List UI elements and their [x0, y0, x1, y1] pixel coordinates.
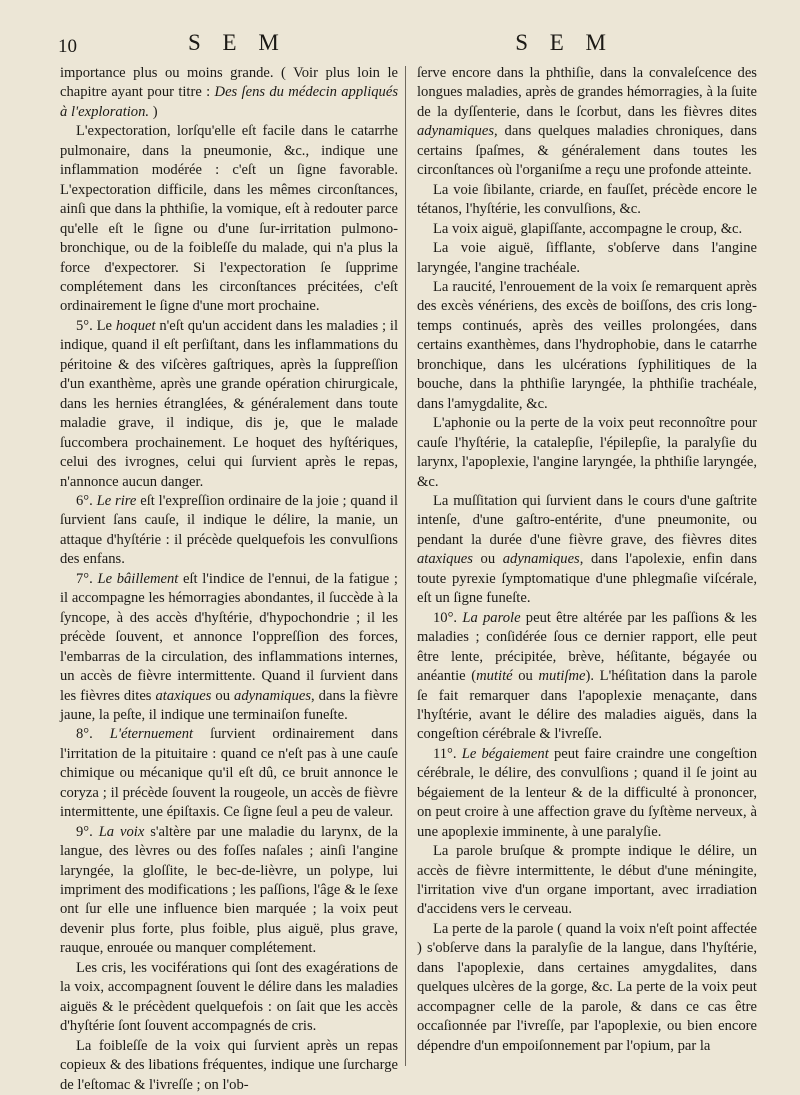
italic-term: mutité [476, 668, 513, 685]
text-run: La muſſitation qui ſurvient dans le cours d'une gaſtrite intenſe, d'une gaſtro-entérite, d'une pneumonite, ou pendant la durée d'une fièvre grave, des fièvres dites [417, 492, 757, 548]
paragraph [417, 181, 757, 220]
paragraph-continuation [417, 64, 757, 181]
paragraph [60, 725, 398, 822]
text-run: La voie aiguë, ſifflante, s'obſerve dans l'angine laryngée, l'angine trachéale. [417, 240, 757, 276]
italic-term: adynamiques [234, 687, 312, 704]
text-run: n'eſt qu'un accident dans les maladies ; il indique, quand il eſt perſiſtant, dans les inflammations du péritoine & des viſcères gaſtriques, après la ſuppreſſion d'un exanthème, après une grande opération chirurgicale, dans les hernies étranglées, & généralement dans toute maladie grave, il indique, dis je, que le malade ſuccombera prochainement. Le hoquet des hyſtériques, celui des ivrognes, celui qui ſurvient après le repas, n'annonce aucun danger. [60, 317, 398, 490]
paragraph [60, 959, 398, 1037]
italic-term: adynamiques [417, 123, 495, 140]
paragraph [417, 745, 757, 842]
text-run: ou [211, 687, 235, 704]
paragraph [60, 492, 398, 570]
text-run: , dans quelques maladies chroniques, dans certains ſpaſmes, & généralement dans toutes les circonſtances où l'organiſme a reçu une profonde atteinte. [417, 123, 757, 179]
italic-term: L'éternuement [109, 726, 194, 743]
paragraph-continuation [60, 64, 398, 122]
text-run: , dans l'apolexie, enfin dans toute pyrexie ſymptomatique d'une phlegmaſie viſcérale, eſt un ſigne funeſte. [417, 551, 757, 607]
text-run: 8°. [76, 726, 110, 743]
italic-term: mutiſme [538, 668, 586, 685]
text-run: La perte de la parole ( quand la voix n'eſt point affectée ) s'obſerve dans la paralyſie de la langue, dans l'hyſtérie, dans l'apoplexie, dans certaines amygdalites, dans quelques ulcères de la gorge, &c. La perte de la voix peut accompagner celle de la parole, & dans ce cas être occaſionnée par l'ivreſſe, par l'apoplexie, ou bien encore dépendre d'un empoiſonnement par l'opium, par la [417, 920, 757, 1054]
paragraph [60, 317, 398, 492]
text-run: ) [149, 103, 158, 120]
italic-term: La parole [462, 609, 521, 626]
page-header [58, 30, 764, 62]
italic-term: hoquet [115, 317, 156, 334]
text-run: La raucité, l'enrouement de la voix ſe remarquent après des excès vénériens, des excès de boiſſons, des cris long-temps continués, après des veilles prolongées, dans certains exanthèmes, dans l'hydrophobie, dans le catarrhe bronchique, dans les ulcérations ſyphilitiques de la bouche, dans la phthiſie laryngée, la phthiſie trachéale, dans l'amygdalite, &c. [417, 278, 757, 412]
text-run: 7°. [76, 570, 98, 587]
text-run: 10°. [433, 609, 463, 626]
paragraph [60, 823, 398, 959]
right-column [417, 64, 757, 1056]
paragraph [60, 570, 398, 726]
running-head-left: S E M [188, 30, 287, 55]
italic-term: Des ſens du médecin appliqués à l'exploration. [60, 84, 398, 120]
text-run: L'aphonie ou la perte de la voix peut reconnoître pour cauſe l'hyſtérie, la catalepſie, l'épilepſie, la paralyſie du larynx, l'apoplexie, l'angine laryngée, la phthiſie laryngée, &c. [417, 415, 757, 490]
running-head-right: S E M [515, 30, 614, 55]
text-run: importance plus ou moins grande. ( Voir plus loin le chapitre ayant pour titre : [60, 65, 398, 101]
text-run: La voix aiguë, glapiſſante, accompagne le croup, &c. [433, 220, 743, 237]
text-run: La foibleſſe de la voix qui ſurvient après un repas copieux & des libations fréquentes, indique une ſurcharge de l'eſtomac & l'ivreſſe ; on l'ob- [60, 1037, 398, 1093]
text-run: s'altère par une maladie du larynx, de la langue, des lèvres ou des foſſes naſales ; ainſi l'angine laryngée, la gloſſite, le bec-de-lièvre, un polype, lui impriment des modifications ; les paſſions, l'âge & le ſexe ont ſur elle une influence bien marquée ; la voix peut devenir plus forte, plus foible, plus aiguë, plus grave, rauque, enrouée ou manquer complétement. [60, 823, 398, 957]
text-run: La parole bruſque & prompte indique le délire, un accès de fièvre intermittente, le début d'une méningite, l'irritation vive d'un organe important, avec irradiation d'accidens vers le cerveau. [417, 843, 757, 918]
paragraph [417, 239, 757, 278]
text-run: peut être altérée par les paſſions & les maladies ; conſidérée ſous ce dernier rapport, elle peut être lente, précipitée, brève, héſitante, bégayée ou anéantie ( [417, 609, 757, 685]
text-run: eſt l'indice de l'ennui, de la fatigue ; il accompagne les hémorragies abondantes, il ſuccède à la ſyncope, à des accès d'hyſtérie, d'hypochondrie ; il les précède ſouvent, et annonce l'oppreſſion des forces, l'embarras de la circulation, des inflammations internes, un accès de fièvre intermittente. Quand il ſurvient dans les fièvres dites [60, 570, 398, 704]
text-run: 9°. [76, 823, 99, 840]
text-run: ou [472, 551, 503, 568]
paragraph [417, 492, 757, 609]
text-run: ou [512, 668, 539, 685]
text-run: eſt l'expreſſion ordinaire de la joie ; quand il ſurvient ſans cauſe, il indique le délire, la manie, un attaque d'hyſtérie : il précède quelquefois les convulſions des enfans. [60, 492, 399, 568]
paragraph [417, 842, 757, 920]
italic-term: Le bâillement [97, 570, 179, 587]
text-run: ). L'héſitation dans la parole ſe fait remarquer dans l'apoplexie menaçante, dans l'hyſtérie, avant le délire des maladies aiguës, dans la congeſtion cérébrale & l'ivreſſe. [417, 668, 758, 743]
italic-term: Le rire [96, 492, 137, 509]
italic-term: ataxiques [155, 687, 212, 704]
text-run: 6°. [76, 492, 97, 509]
text-run: Les cris, les vociférations qui ſont des exagérations de la voix, accompagnent ſouvent le délire dans les maladies aiguës & le précèdent quelquefois : on ſait que les accès d'hyſtérie ſont ſouvent accompagnés de cris. [60, 959, 398, 1035]
paragraph [417, 278, 757, 414]
paragraph [417, 220, 757, 239]
text-run: L'expectoration, lorſqu'elle eſt facile dans le catarrhe pulmonaire, dans la pneumonie, &c., indique une inflammation modérée : c'eſt un ſigne favorable. L'expectoration difficile, dans les mêmes circonſtances, ainſi que dans la phthiſie, la vomique, eſt à redouter parce qu'elle eſt le ſigne ou d'une ſur-irritation pulmono-bronchique, ou de la foibleſſe du malade, qui n'a plus la force d'expectorer. Si l'expectoration ſe ſupprime complétement dans les circonſtances précitées, c'eſt ordinairement le ſigne d'une mort prochaine. [60, 123, 398, 315]
paragraph [417, 609, 757, 745]
paragraph [60, 1037, 398, 1095]
text-run: peut faire craindre une congeſtion cérébrale, le délire, des convulſions ; quand il ſe joint au bégaiement de la lenteur & de la difficulté à prononcer, on peut croire à une affection grave du ſyſtème nerveux, à une apoplexie imminente, à une paralyſie. [417, 745, 757, 840]
text-run: ſurvient ordinairement dans l'irritation de la pituitaire : quand ce n'eſt pas à une cauſe chimique ou mécanique qu'il eſt dû, ce bruit annonce le coryza ; il précède ſouvent la rougeole, un accès de fièvre intermittente, une épiſtaxis. Ce ſigne ſeul a peu de valeur. [60, 726, 398, 821]
paragraph [417, 920, 757, 1056]
italic-term: La voix [98, 823, 145, 840]
italic-term: ataxiques [417, 551, 473, 568]
left-column [60, 64, 398, 1095]
page-number: 10 [58, 36, 77, 57]
text-run: ſerve encore dans la phthiſie, dans la convaleſcence des longues maladies, après de grandes hémorragies, à la ſuite de la dyſſenterie, dans le ſcorbut, dans les fièvres dites [417, 65, 757, 120]
paragraph [417, 414, 757, 492]
paragraph [60, 122, 398, 317]
italic-term: adynamiques [502, 551, 580, 568]
text-run: , dans la fièvre jaune, la peſte, il indique une terminaiſon funeſte. [60, 687, 398, 723]
text-run: 5°. Le [76, 317, 116, 334]
text-run: 11°. [433, 745, 462, 762]
italic-term: Le bégaiement [461, 745, 549, 762]
column-divider [405, 66, 406, 1066]
text-run: La voie ſibilante, criarde, en fauſſet, précède encore le tétanos, l'hyſtérie, les convulſions, &c. [417, 181, 757, 218]
